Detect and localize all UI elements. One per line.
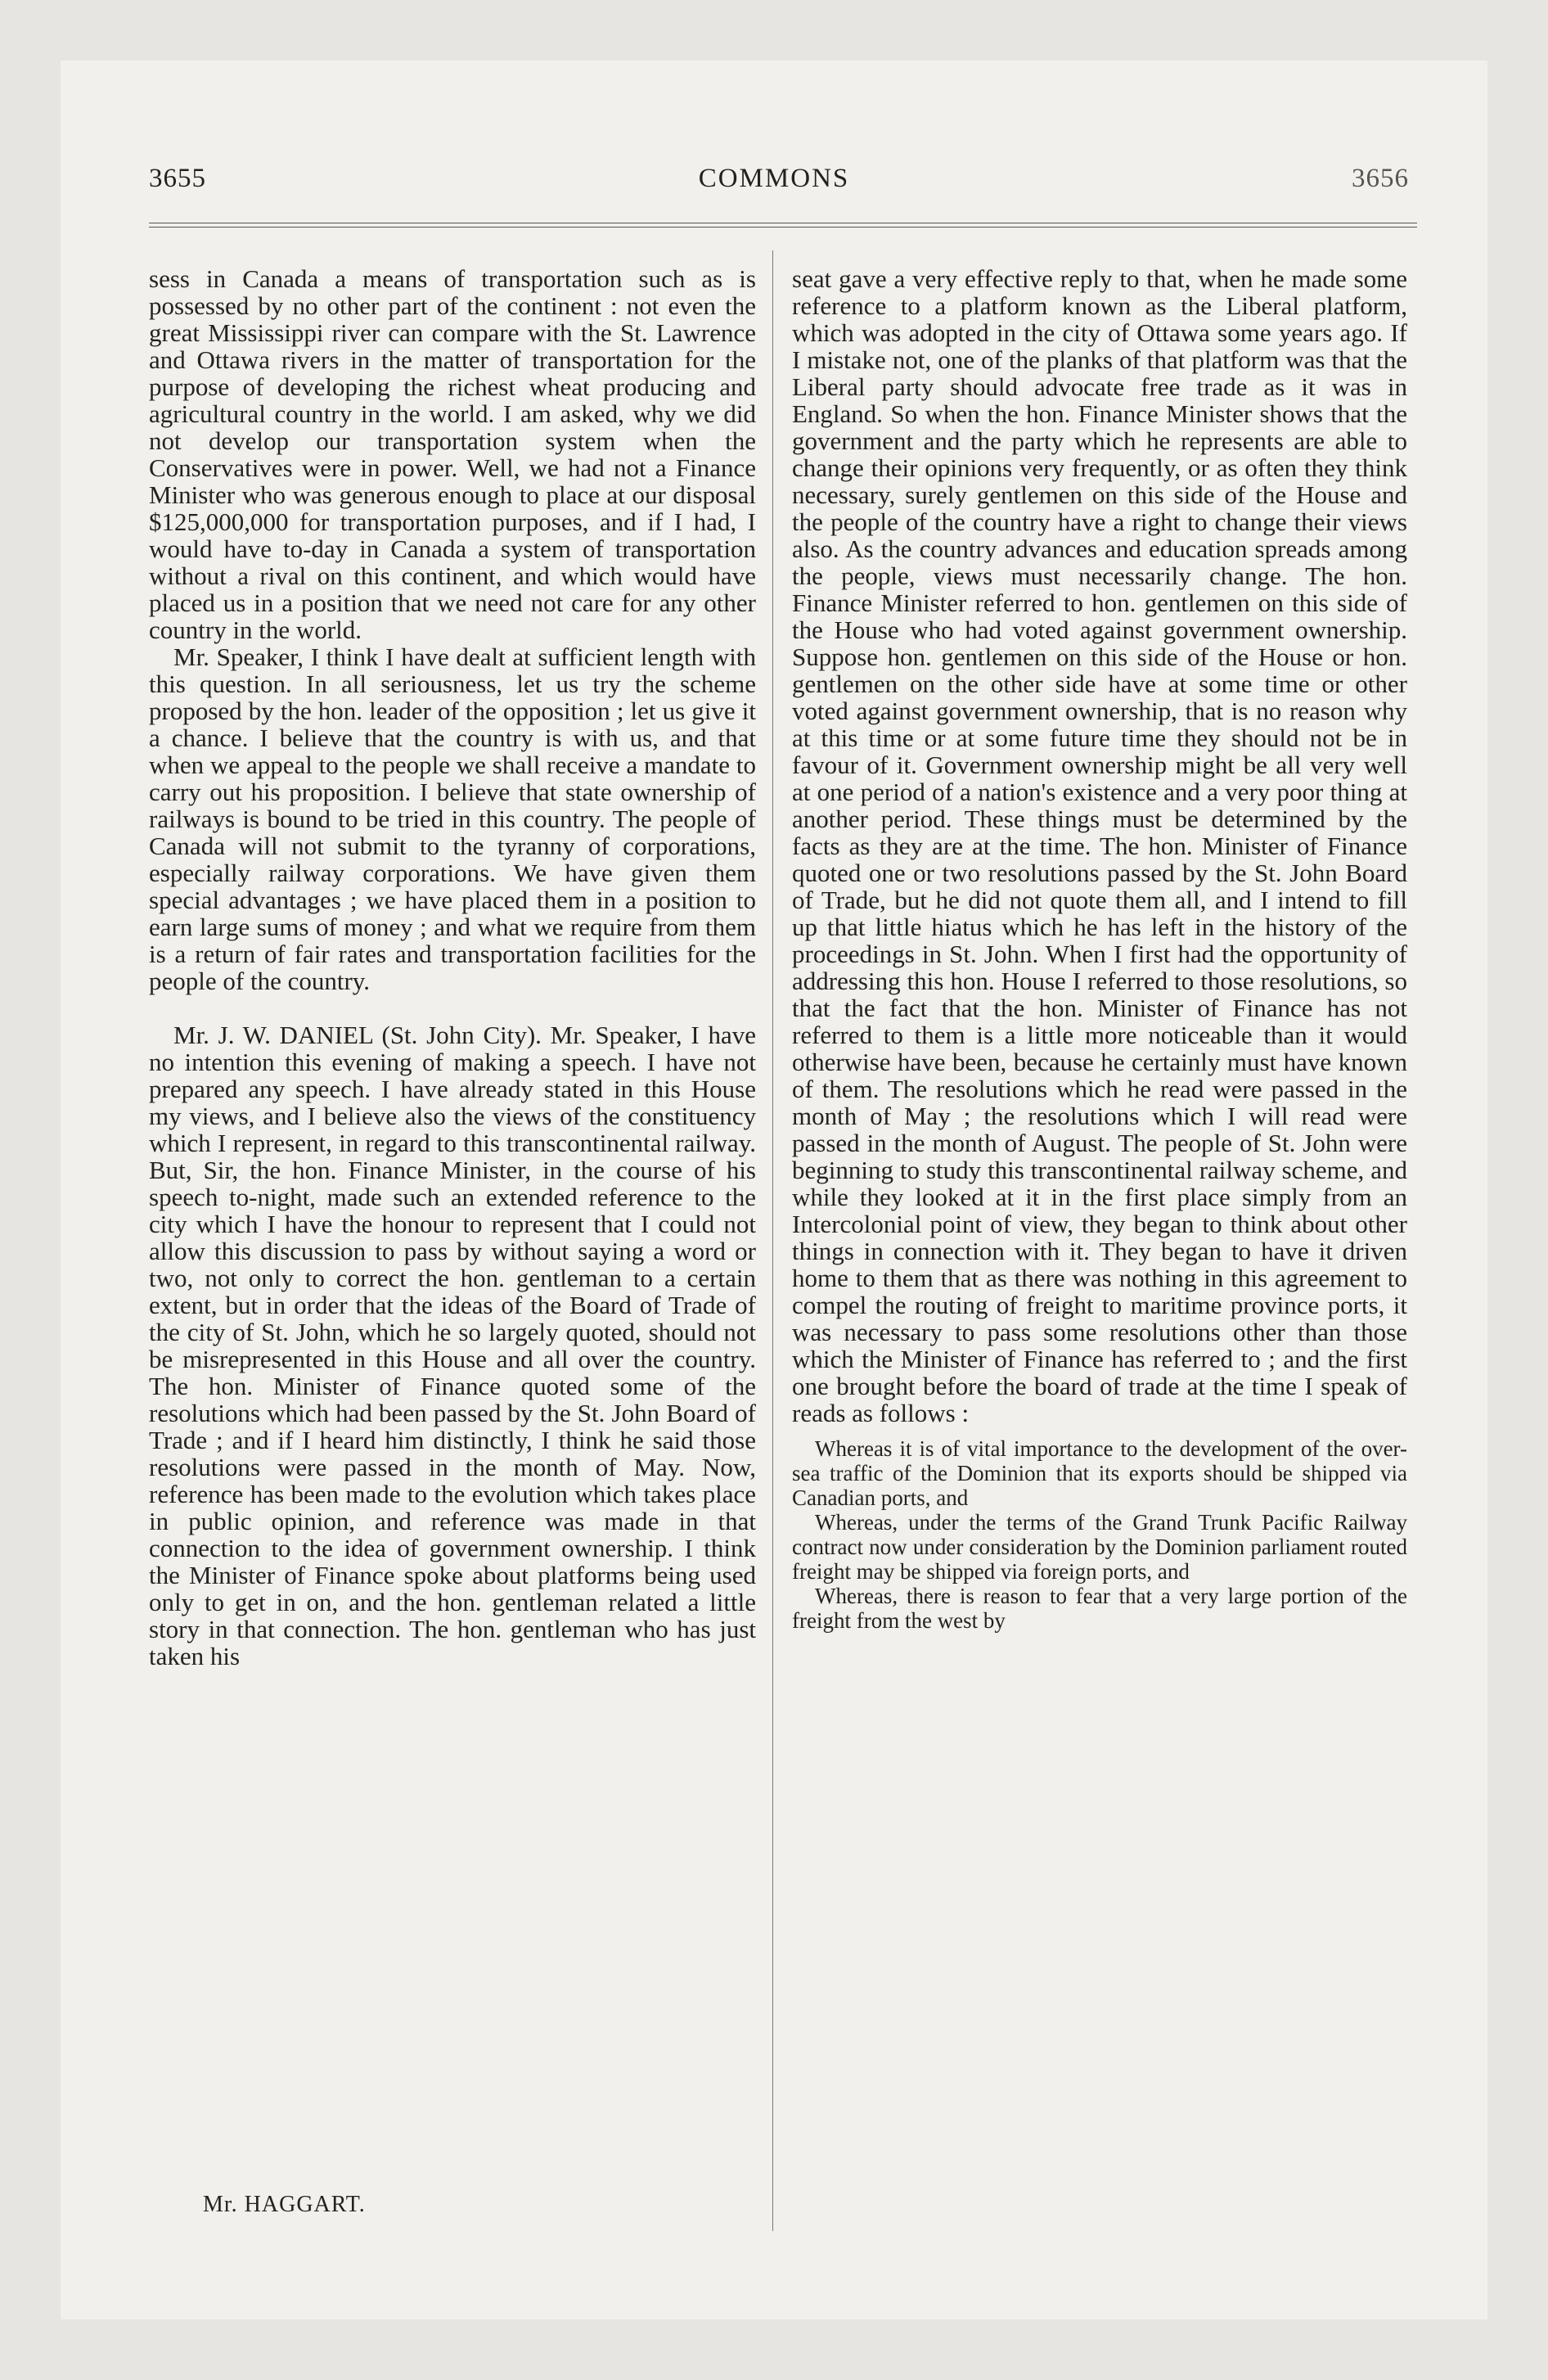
- left-column: [149, 265, 756, 1670]
- quoted-resolution: [792, 1436, 1407, 1633]
- header-rule: [149, 223, 1417, 228]
- left-paragraph-3: Mr. J. W. DANIEL (St. John City). Mr. Speaker, I have no intention this evening of making a speech. I have not prepared any speech. I have already stated in this House my views, and I believe also the views of the constituency which I represent, in regard to this transcontinental railway. But, Sir, the hon. Finance Minister, in the course of his speech to-night, made such an extended reference to the city which I have the honour to represent that I could not allow this discussion to pass by without saying a word or two, not only to correct the hon. gentleman to a certain extent, but in order that the ideas of the Board of Trade of the city of St. John, which he so largely quoted, should not be misrepresented in this House and all over the country. The hon. Minister of Finance quoted some of the resolutions which had been passed by the St. John Board of Trade ; and if I heard him distinctly, I think he said those resolutions were passed in the month of May. Now, reference has been made to the evolution which takes place in public opinion, and reference was made in that connection to the idea of government ownership. I think the Minister of Finance spoke about platforms being used only to get in on, and the hon. gentleman related a little story in that connection. The hon. gentleman who has just taken his: [149, 1021, 756, 1670]
- quote-paragraph-1: Whereas it is of vital importance to the development of the over-sea traffic of the Dominion that its exports should be shipped via Canadian ports, and: [792, 1436, 1407, 1510]
- quote-paragraph-3: Whereas, there is reason to fear that a very large portion of the freight from the west by: [792, 1584, 1407, 1633]
- page-number-right: 3656: [1352, 164, 1409, 193]
- quote-paragraph-2: Whereas, under the terms of the Grand Trunk Pacific Railway contract now under consideration by the Dominion parliament routed freight may be shipped via foreign ports, and: [792, 1510, 1407, 1584]
- left-paragraph-2: Mr. Speaker, I think I have dealt at sufficient length with this question. In all seriousness, let us try the scheme proposed by the hon. leader of the opposition ; let us give it a chance. I believe that the country is with us, and that when we appeal to the people we shall receive a mandate to carry out his proposition. I believe that state ownership of railways is bound to be tried in this country. The people of Canada will not submit to the tyranny of corporations, especially railway corporations. We have given them special advantages ; we have placed them in a position to earn large sums of money ; and what we require from them is a return of fair rates and transportation facilities for the people of the country.: [149, 642, 756, 995]
- page-number-left: 3655: [149, 164, 206, 193]
- right-column: [792, 265, 1407, 1633]
- page: [61, 61, 1487, 2319]
- footer-speaker: Mr. HAGGART.: [203, 2192, 366, 2217]
- page-title: COMMONS: [698, 164, 850, 193]
- left-paragraph-1: sess in Canada a means of transportation such as is possessed by no other part of the continent : not even the great Mississippi river can compare with the St. Lawrence and Ottawa rivers in the matter of transportation for the purpose of developing the richest wheat producing and agricultural country in the world. I am asked, why we did not develop our transportation system when the Conservatives were in power. Well, we had not a Finance Minister who was generous enough to place at our disposal $125,000,000 for transportation purposes, and if I had, I would have to-day in Canada a system of transportation without a rival on this continent, and which would have placed us in a position that we need not care for any other country in the world.: [149, 264, 756, 644]
- right-paragraph-1: seat gave a very effective reply to that, when he made some reference to a platform known as the Liberal platform, which was adopted in the city of Ottawa some years ago. If I mistake not, one of the planks of that platform was that the Liberal party should advocate free trade as it was in England. So when the hon. Finance Minister shows that the government and the party which he represents are able to change their opinions very frequently, or as often they think necessary, surely gentlemen on this side of the House and the people of the country have a right to change their views also. As the country advances and education spreads among the people, views must necessarily change. The hon. Finance Minister referred to hon. gentlemen on this side of the House who had voted against government ownership. Suppose hon. gentlemen on this side of the House or hon. gentlemen on the other side have at some time or other voted against government ownership, that is no reason why at this time or at some future time they should not be in favour of it. Government ownership might be all very well at one period of a nation's existence and a very poor thing at another period. These things must be determined by the facts as they are at the time. The hon. Minister of Finance quoted one or two resolutions passed by the St. John Board of Trade, but he did not quote them all, and I intend to fill up that little hiatus which he has left in the history of the proceedings in St. John. When I first had the opportunity of addressing this hon. House I referred to those resolutions, so that the fact that the hon. Minister of Finance has not referred to them is a little more noticeable than it would otherwise have been, because he certainly must have known of them. The resolutions which he read were passed in the month of May ; the resolutions which I will read were passed in the month of August. The people of St. John were beginning to study this transcontinental railway scheme, and while they looked at it in the first place simply from an Intercolonial point of view, they began to think about other things in connection with it. They began to have it driven home to them that as there was nothing in this agreement to compel the routing of freight to maritime province ports, it was necessary to pass some resolutions other than those which the Minister of Finance has referred to ; and the first one brought before the board of trade at the time I speak of reads as follows :: [792, 264, 1407, 1427]
- column-divider: [772, 250, 773, 2231]
